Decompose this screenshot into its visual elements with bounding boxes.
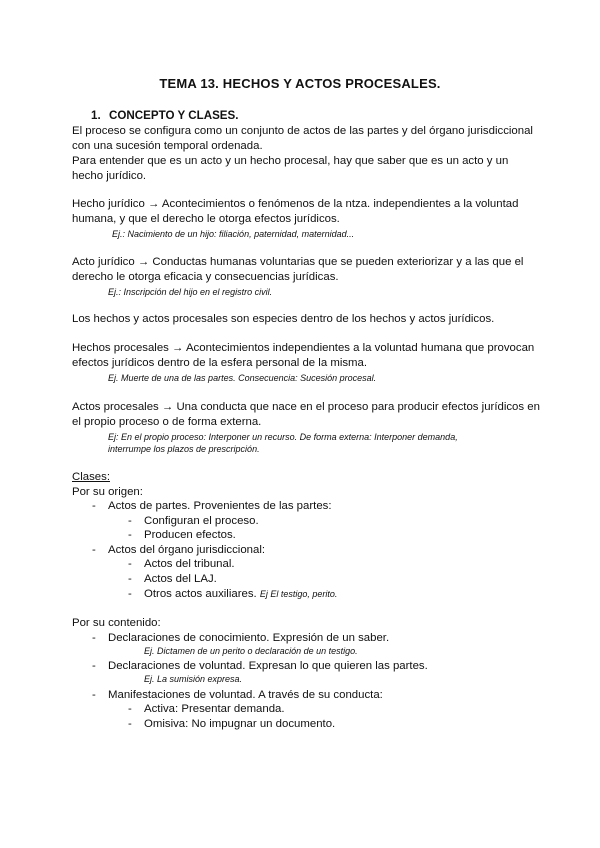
- list-dash: -: [92, 689, 96, 701]
- list-item-actos-organo: Actos del órgano jurisdiccional:: [108, 544, 266, 556]
- origen-label: Por su origen:: [72, 486, 143, 498]
- list-item-conocimiento: Declaraciones de conocimiento. Expresión de un saber.: [108, 632, 390, 644]
- voluntad-example: Ej. La sumisión expresa.: [144, 674, 243, 684]
- list-item-omisiva: Omisiva: No impugnar un documento.: [144, 718, 336, 730]
- list-item-conducta: Manifestaciones de voluntad. A través de su conducta:: [108, 689, 383, 701]
- list-item-auxiliares-text: Otros actos auxiliares.: [144, 588, 257, 600]
- especies-paragraph: Los hechos y actos procesales son especies dentro de los hechos y actos jurídicos.: [72, 313, 495, 325]
- list-dash: -: [92, 500, 96, 512]
- intro-paragraph-1: El proceso se configura como un conjunto de actos de las partes y del órgano jurisdiccional con una sucesión temporal ordenada.: [72, 125, 533, 152]
- acto-juridico-definition: Acto jurídico → Conductas humanas voluntarias que se pueden exteriorizar y a las que el derecho le otorga eficacia y consecuencias jurídicas.: [72, 256, 524, 283]
- contenido-label: Por su contenido:: [72, 617, 161, 629]
- intro-paragraph-2: Para entender que es un acto y un hecho procesal, hay que saber que es un acto y un hecho jurídico.: [72, 155, 509, 182]
- list-dash: -: [128, 703, 132, 715]
- clases-label: Clases:: [72, 471, 110, 483]
- actos-procesales-example-1: Ej: En el propio proceso: Interponer un recurso. De forma externa: Interponer demanda,: [108, 432, 458, 442]
- list-dash: -: [128, 588, 132, 600]
- list-item-voluntad: Declaraciones de voluntad. Expresan lo que quieren las partes.: [108, 660, 428, 672]
- list-dash: -: [128, 515, 132, 527]
- list-item-producen: Producen efectos.: [144, 529, 236, 541]
- list-item-auxiliares-example: Ej El testigo, perito.: [259, 589, 338, 599]
- list-item-auxiliares: [144, 587, 337, 602]
- list-dash: -: [92, 544, 96, 556]
- list-dash: -: [92, 660, 96, 672]
- list-dash: -: [92, 632, 96, 644]
- actos-procesales-example-2: interrumpe los plazos de prescripción.: [108, 444, 260, 454]
- hecho-juridico-example: Ej.: Nacimiento de un hijo: filiación, paternidad, maternidad...: [112, 229, 355, 239]
- hechos-procesales-example: Ej. Muerte de una de las partes. Consecuencia: Sucesión procesal.: [108, 373, 377, 383]
- hechos-procesales-definition: Hechos procesales → Acontecimientos independientes a la voluntad humana que provocan efectos jurídicos dentro de la esfera personal de la misma.: [72, 342, 535, 369]
- acto-juridico-example: Ej.: Inscripción del hijo en el registro civil.: [108, 287, 273, 297]
- list-item-actos-partes: Actos de partes. Provenientes de las partes:: [108, 500, 332, 512]
- list-item-tribunal: Actos del tribunal.: [144, 558, 235, 570]
- list-item-activa: Activa: Presentar demanda.: [144, 703, 285, 715]
- list-dash: -: [128, 718, 132, 730]
- list-dash: -: [128, 529, 132, 541]
- page-title: TEMA 13. HECHOS Y ACTOS PROCESALES.: [159, 76, 441, 91]
- list-item-laj: Actos del LAJ.: [144, 573, 217, 585]
- list-item-configuran: Configuran el proceso.: [144, 515, 259, 527]
- list-dash: -: [128, 558, 132, 570]
- section-number: 1.: [91, 109, 101, 122]
- conocimiento-example: Ej. Dictamen de un perito o declaración de un testigo.: [144, 646, 358, 656]
- actos-procesales-definition: Actos procesales → Una conducta que nace en el proceso para producir efectos jurídicos en el propio proceso o de forma externa.: [72, 401, 540, 428]
- list-dash: -: [128, 573, 132, 585]
- hecho-juridico-definition: Hecho jurídico → Acontecimientos o fenómenos de la ntza. independientes a la voluntad humana, y que el derecho le otorga efectos jurídicos.: [72, 198, 519, 225]
- section-title: CONCEPTO Y CLASES.: [109, 109, 239, 122]
